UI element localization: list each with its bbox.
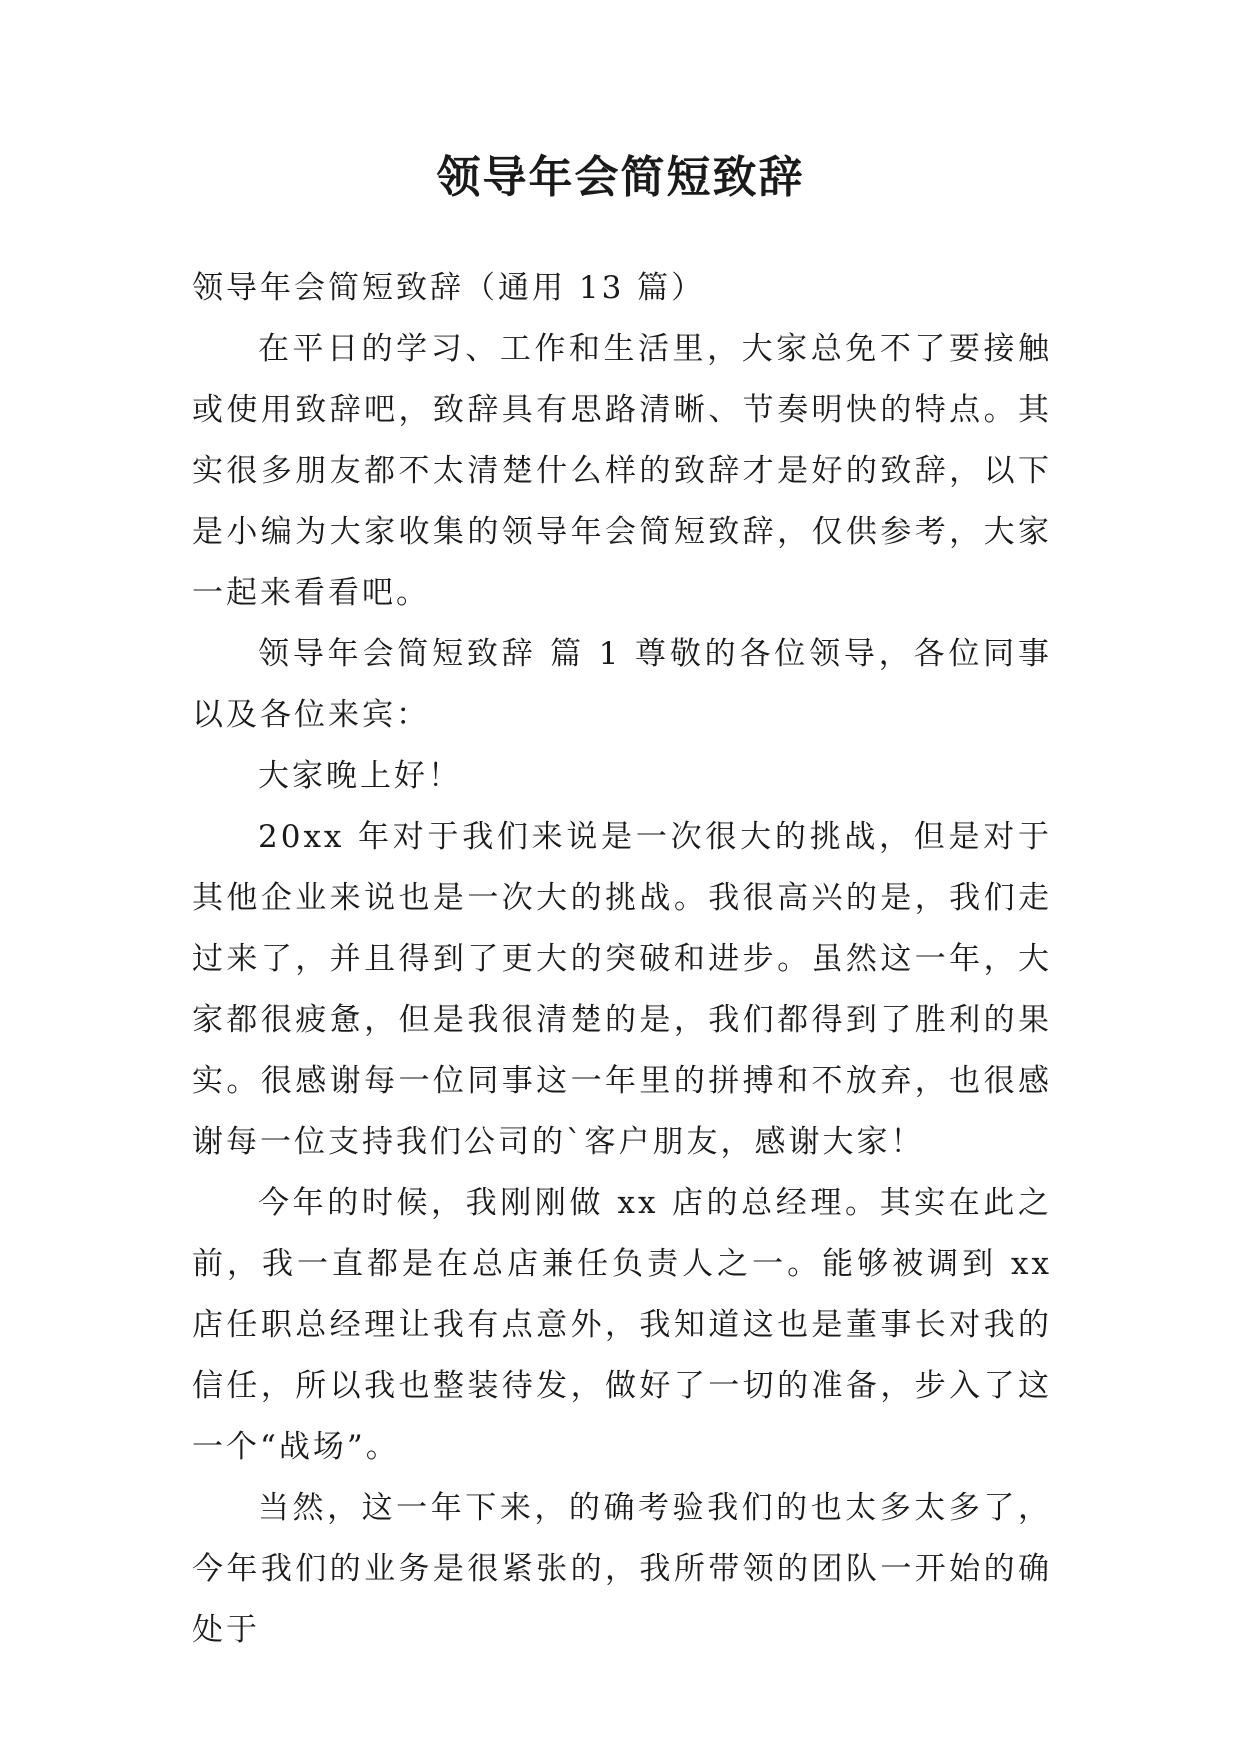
document-body — [192, 258, 1052, 1661]
paragraph-speech-heading: 领导年会简短致辞 篇 1 尊敬的各位领导，各位同事以及各位来宾： — [192, 636, 1052, 733]
paragraph-intro: 在平日的学习、工作和生活里，大家总免不了要接触或使用致辞吧，致辞具有思路清晰、节奏明快的特点。其实很多朋友都不太清楚什么样的致辞才是好的致辞，以下是小编为大家收集的领导年会简短致辞，仅供参考，大家一起来看看吧。 — [192, 331, 1052, 611]
document-subtitle: 领导年会简短致辞（通用 13 篇） — [192, 270, 706, 306]
document-title: 领导年会简短致辞 — [436, 152, 805, 203]
paragraph-greeting: 大家晚上好！ — [258, 758, 462, 794]
paragraph-year-review: 20xx 年对于我们来说是一次很大的挑战，但是对于其他企业来说也是一次大的挑战。我很高兴的是，我们走过来了，并且得到了更大的突破和进步。虽然这一年，大家都很疲惫，但是我很清楚的是，我们都得到了胜利的果实。很感谢每一位同事这一年里的拼搏和不放弃，也很感谢每一位支持我们公司的`客户朋友，感谢大家！ — [192, 819, 1052, 1160]
paragraph-new-role: 今年的时候，我刚刚做 xx 店的总经理。其实在此之前，我一直都是在总店兼任负责人之一。能够被调到 xx 店任职总经理让我有点意外，我知道这也是董事长对我的信任，所以我也整装待发，做好了一切的准备，步入了这一个“战场”。 — [192, 1185, 1052, 1465]
paragraph-challenges: 当然，这一年下来，的确考验我们的也太多太多了，今年我们的业务是很紧张的，我所带领的团队一开始的确处于 — [192, 1490, 1052, 1648]
